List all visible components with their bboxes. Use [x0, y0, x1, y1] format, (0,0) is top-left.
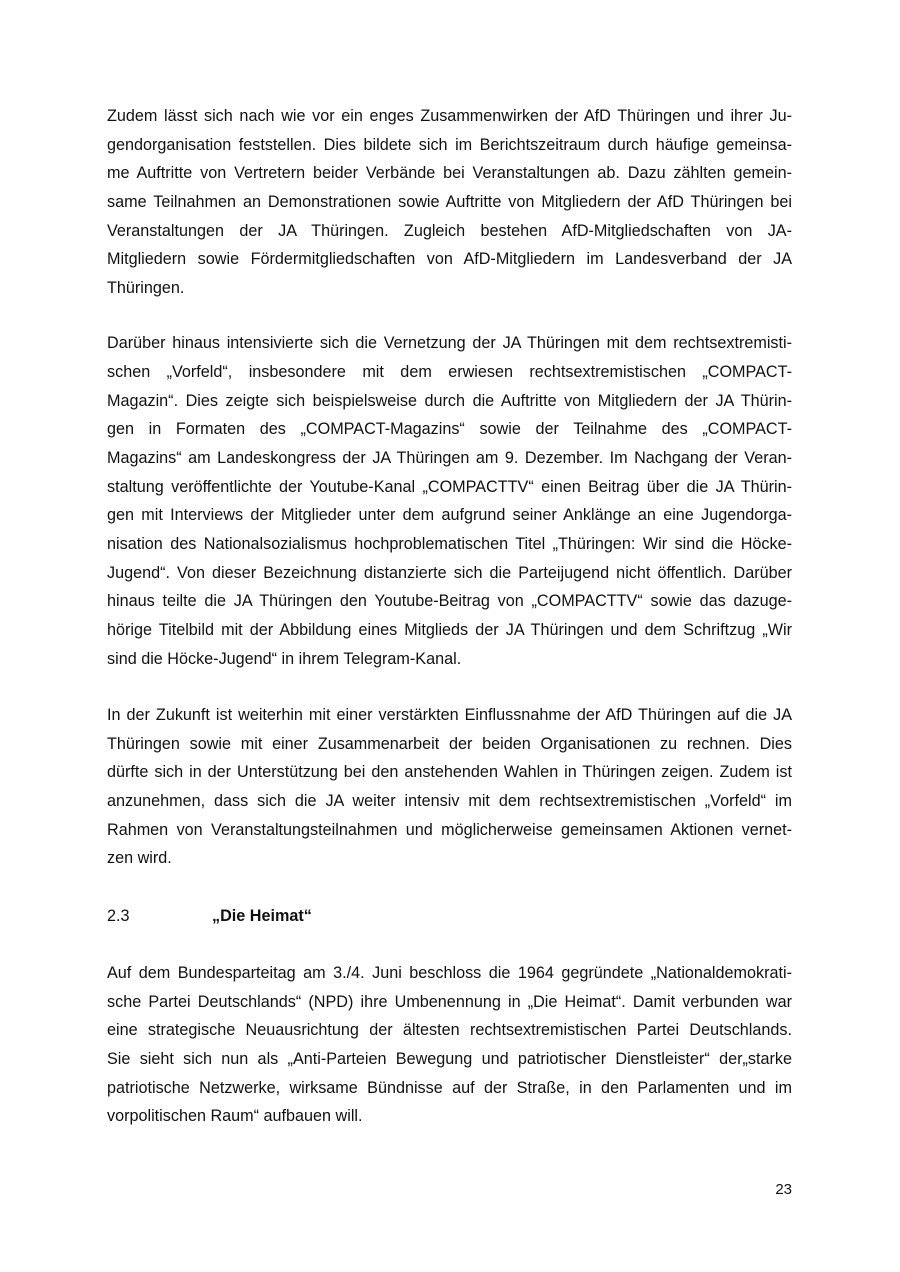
text-line: Thüringen sowie mit einer Zusammenarbeit der beiden Organisationen zu rechnen. Dies	[107, 735, 792, 753]
text-line: staltung veröffentlichte der Youtube-Kanal „COMPACTTV“ einen Beitrag über die JA Thürin-	[107, 478, 792, 496]
text-line: dürfte sich in der Unterstützung bei den anstehenden Wahlen in Thüringen zeigen. Zudem ist	[107, 763, 792, 781]
text-line: Darüber hinaus intensivierte sich die Vernetzung der JA Thüringen mit dem rechtsextremisti-	[107, 334, 792, 352]
text-line: sche Partei Deutschlands“ (NPD) ihre Umbenennung in „Die Heimat“. Damit verbunden war	[107, 993, 792, 1011]
section-number: 2.3	[107, 907, 130, 925]
section-title: „Die Heimat“	[212, 907, 312, 925]
text-line: gen mit Interviews der Mitglieder unter dem aufgrund seiner Anklänge an eine Jugendorga-	[107, 506, 792, 524]
text-line: eine strategische Neuausrichtung der ältesten rechtsextremistischen Partei Deutschlands.	[107, 1021, 792, 1039]
text-line: Magazin“. Dies zeigte sich beispielsweise durch die Auftritte von Mitgliedern der JA Thürin-	[107, 392, 792, 410]
text-line: Mitgliedern sowie Fördermitgliedschaften von AfD-Mitgliedern im Landesverband der JA	[107, 250, 792, 268]
text-line: zen wird.	[107, 849, 172, 867]
text-line: sind die Höcke-Jugend“ in ihrem Telegram-Kanal.	[107, 650, 462, 668]
text-line: Thüringen.	[107, 279, 185, 297]
text-line: gen in Formaten des „COMPACT-Magazins“ sowie der Teilnahme des „COMPACT-	[107, 420, 792, 438]
text-line: anzunehmen, dass sich die JA weiter intensiv mit dem rechtsextremistischen „Vorfeld“ im	[107, 792, 792, 810]
text-line: Sie sieht sich nun als „Anti-Parteien Bewegung und patriotischer Dienstleister“ der„starke	[107, 1050, 792, 1068]
text-line: In der Zukunft ist weiterhin mit einer verstärkten Einflussnahme der AfD Thüringen auf die JA	[107, 706, 792, 724]
text-line: Zudem lässt sich nach wie vor ein enges Zusammenwirken der AfD Thüringen und ihrer Ju-	[107, 107, 792, 125]
text-line: schen „Vorfeld“, insbesondere mit dem erwiesen rechtsextremistischen „COMPACT-	[107, 363, 792, 381]
text-line: Auf dem Bundesparteitag am 3./4. Juni beschloss die 1964 gegründete „Nationaldemokrati-	[107, 964, 792, 982]
text-line: me Auftritte von Vertretern beider Verbände bei Veranstaltungen ab. Dazu zählten gemein-	[107, 164, 792, 182]
text-line: vorpolitischen Raum“ aufbauen will.	[107, 1107, 363, 1125]
page-number: 23	[775, 1181, 792, 1198]
text-line: nisation des Nationalsozialismus hochproblematischen Titel „Thüringen: Wir sind die Höcke-	[107, 535, 792, 553]
text-line: hörige Titelbild mit der Abbildung eines Mitglieds der JA Thüringen und dem Schriftzug „Wir	[107, 621, 792, 639]
text-line: same Teilnahmen an Demonstrationen sowie Auftritte von Mitgliedern der AfD Thüringen bei	[107, 193, 792, 211]
text-line: gendorganisation feststellen. Dies bildete sich im Berichtszeitraum durch häufige gemeinsa-	[107, 136, 792, 154]
text-line: hinaus teilte die JA Thüringen den Youtube-Beitrag von „COMPACTTV“ sowie das dazuge-	[107, 592, 792, 610]
text-line: Veranstaltungen der JA Thüringen. Zugleich bestehen AfD-Mitgliedschaften von JA-	[107, 222, 792, 240]
text-line: Magazins“ am Landeskongress der JA Thüringen am 9. Dezember. Im Nachgang der Veran-	[107, 449, 792, 467]
text-line: Jugend“. Von dieser Bezeichnung distanzierte sich die Parteijugend nicht öffentlich. Darüber	[107, 564, 792, 582]
text-line: patriotische Netzwerke, wirksame Bündnisse auf der Straße, in den Parlamenten und im	[107, 1079, 792, 1097]
text-line: Rahmen von Veranstaltungsteilnahmen und möglicherweise gemeinsamen Aktionen vernet-	[107, 821, 792, 839]
